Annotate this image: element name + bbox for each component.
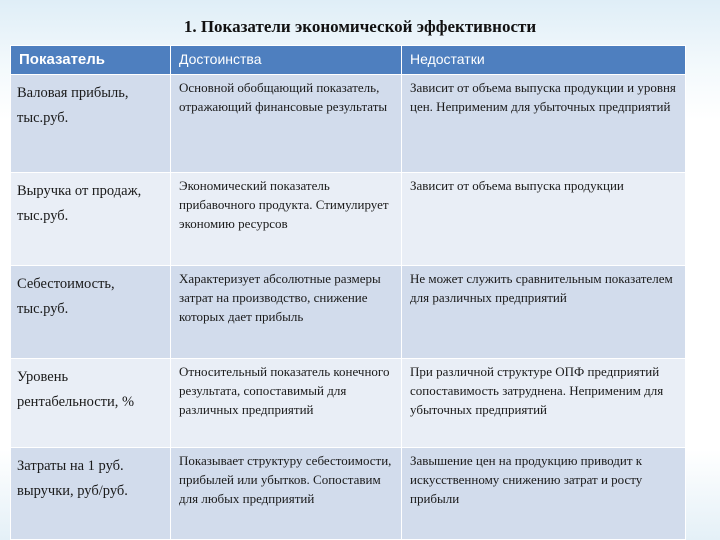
advantages-cell: Основной обобщающий показатель, отражающий финансовые результаты [171, 75, 402, 173]
advantages-cell: Характеризует абсолютные размеры затрат на производство, снижение которых дает прибыль [171, 266, 402, 359]
advantages-cell: Относительный показатель конечного результата, сопоставимый для различных предприятий [171, 359, 402, 448]
disadvantages-cell: Зависит от объема выпуска продукции и уровня цен. Неприменим для убыточных предприятий [402, 75, 686, 173]
indicator-cell: Валовая прибыль, тыс.руб. [11, 75, 171, 173]
advantages-cell: Показывает структуру себестоимости, прибылей или убытков. Сопоставим для любых предприятий [171, 448, 402, 540]
indicator-cell: Выручка от продаж, тыс.руб. [11, 173, 171, 266]
table-header-row [11, 46, 686, 75]
table-row [11, 266, 686, 359]
table-row [11, 173, 686, 266]
advantages-cell: Экономический показатель прибавочного продукта. Стимулирует экономию ресурсов [171, 173, 402, 266]
header-advantages: Достоинства [171, 46, 402, 75]
table-row [11, 359, 686, 448]
slide-title: 1. Показатели экономической эффективности [183, 17, 537, 36]
disadvantages-cell: Зависит от объема выпуска продукции [402, 173, 686, 266]
header-disadvantages: Недостатки [402, 46, 686, 75]
disadvantages-cell: Завышение цен на продукцию приводит к искусственному снижению затрат и росту прибыли [402, 448, 686, 540]
header-indicator: Показатель [11, 46, 171, 75]
disadvantages-cell: При различной структуре ОПФ предприятий сопоставимость затруднена. Неприменим для убыточных предприятий [402, 359, 686, 448]
table-row [11, 448, 686, 540]
indicators-table [10, 45, 686, 540]
table-row [11, 75, 686, 173]
indicator-cell: Затраты на 1 руб. выручки, руб/руб. [11, 448, 171, 540]
indicator-cell: Уровень рентабельности, % [11, 359, 171, 448]
indicator-cell: Себестоимость, тыс.руб. [11, 266, 171, 359]
disadvantages-cell: Не может служить сравнительным показателем для различных предприятий [402, 266, 686, 359]
